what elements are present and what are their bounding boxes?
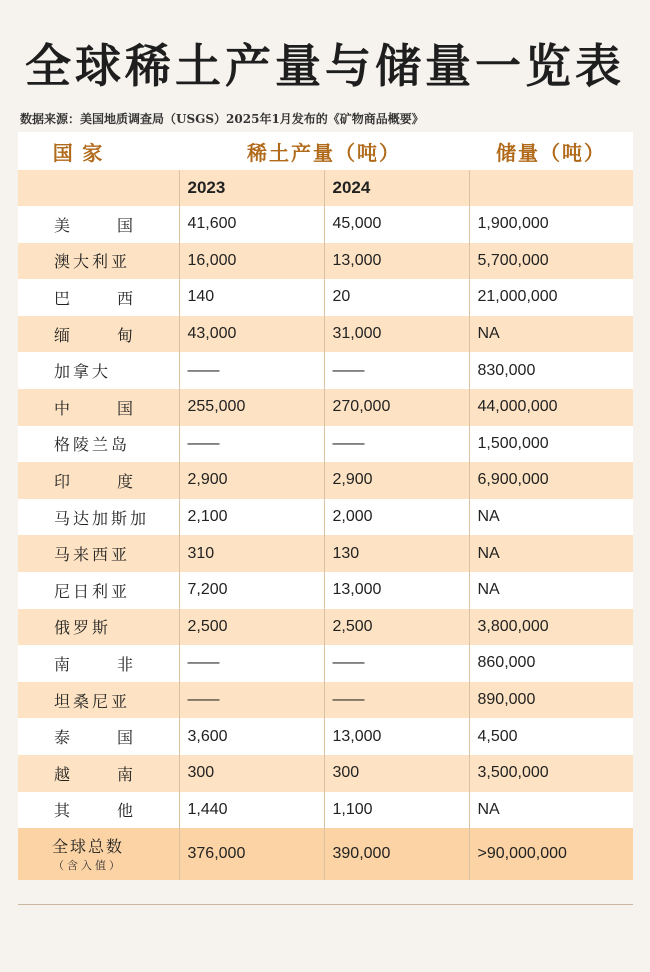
production-2024-cell: 1,100 (324, 792, 469, 829)
table-row (18, 792, 633, 829)
table-row (18, 645, 633, 682)
country-cell (18, 206, 179, 243)
table-row (18, 426, 633, 463)
country-cell (18, 279, 179, 316)
table-row (18, 279, 633, 316)
production-2023-cell: —— (179, 682, 324, 719)
country-name: 格陵兰岛 (54, 437, 131, 455)
country-cell (18, 792, 179, 829)
production-2024-cell: —— (324, 426, 469, 463)
country-name-part: 缅 (54, 327, 74, 345)
header-reserves: 储量（吨） (469, 132, 633, 170)
production-2023-cell: 2,900 (179, 462, 324, 499)
country-name-part: 南 (116, 766, 136, 784)
country-name: 澳大利亚 (54, 254, 131, 272)
header-country: 国 家 (18, 132, 179, 170)
country-name: 加拿大 (54, 364, 112, 382)
country-name-part: 南 (54, 656, 74, 674)
data-source-note: 数据来源：美国地质调查局（USGS）2025年1月发布的《矿物商品概要》 (20, 112, 424, 126)
production-2023-cell: 43,000 (179, 316, 324, 353)
reserves-cell: NA (469, 499, 633, 536)
reserves-cell: NA (469, 792, 633, 829)
production-2024-cell: 300 (324, 755, 469, 792)
country-name-part: 他 (116, 803, 136, 821)
production-2023-cell: —— (179, 645, 324, 682)
reserves-cell: 3,800,000 (469, 609, 633, 646)
production-2024-cell: 13,000 (324, 718, 469, 755)
reserves-cell: 21,000,000 (469, 279, 633, 316)
production-2023-cell: 41,600 (179, 206, 324, 243)
reserves-cell: 6,900,000 (469, 462, 633, 499)
country-cell (18, 243, 179, 280)
production-2023-cell: 140 (179, 279, 324, 316)
reserves-cell: 5,700,000 (469, 243, 633, 280)
country-cell (18, 462, 179, 499)
year-header-blank (18, 170, 179, 206)
reserves-cell: 1,900,000 (469, 206, 633, 243)
production-2024-cell: 45,000 (324, 206, 469, 243)
country-name-part: 国 (116, 730, 136, 748)
production-2024-cell: 130 (324, 535, 469, 572)
table-row (18, 243, 633, 280)
country-cell (18, 609, 179, 646)
table-row (18, 572, 633, 609)
table-row (18, 462, 633, 499)
reserves-cell: 860,000 (469, 645, 633, 682)
country-cell (18, 352, 179, 389)
header-production: 稀土产量（吨） (179, 132, 469, 170)
table-row (18, 682, 633, 719)
country-cell (18, 389, 179, 426)
country-name-part: 非 (116, 656, 136, 674)
production-2023-cell: 7,200 (179, 572, 324, 609)
production-2023-cell: 255,000 (179, 389, 324, 426)
reserves-cell: 830,000 (469, 352, 633, 389)
country-cell (18, 535, 179, 572)
rare-earth-table-container (18, 132, 633, 880)
country-name-part: 巴 (54, 290, 74, 308)
country-name-part: 国 (116, 400, 136, 418)
production-2023-cell: 1,440 (179, 792, 324, 829)
year-2024-header: 2024 (324, 170, 469, 206)
production-2023-cell: 2,500 (179, 609, 324, 646)
country-name-part: 国 (116, 217, 136, 235)
country-name-part: 甸 (116, 327, 136, 345)
total-label: 全球总数 (52, 839, 125, 857)
total-label-cell (18, 828, 179, 880)
total-production-2024: 390,000 (324, 828, 469, 880)
country-name-part: 越 (54, 766, 74, 784)
reserves-cell: 4,500 (469, 718, 633, 755)
year-header-row (18, 170, 633, 206)
production-2024-cell: —— (324, 682, 469, 719)
production-2023-cell: 2,100 (179, 499, 324, 536)
reserves-cell: 3,500,000 (469, 755, 633, 792)
country-cell (18, 316, 179, 353)
production-2024-cell: —— (324, 645, 469, 682)
reserves-cell: NA (469, 535, 633, 572)
country-cell (18, 426, 179, 463)
production-2024-cell: 2,900 (324, 462, 469, 499)
production-2024-cell: —— (324, 352, 469, 389)
table-row (18, 206, 633, 243)
production-2023-cell: 310 (179, 535, 324, 572)
reserves-cell: 890,000 (469, 682, 633, 719)
country-name: 俄罗斯 (54, 620, 112, 638)
table-row (18, 499, 633, 536)
country-cell (18, 718, 179, 755)
country-name: 尼日利亚 (54, 583, 131, 601)
country-name: 坦桑尼亚 (54, 693, 131, 711)
year-2023-header: 2023 (179, 170, 324, 206)
table-body (18, 206, 633, 880)
total-label-group (52, 834, 124, 873)
table-row (18, 609, 633, 646)
total-production-2023: 376,000 (179, 828, 324, 880)
production-2023-cell: —— (179, 352, 324, 389)
table-row (18, 389, 633, 426)
reserves-cell: 1,500,000 (469, 426, 633, 463)
country-name-part: 西 (116, 290, 136, 308)
country-cell (18, 645, 179, 682)
country-name-part: 美 (54, 217, 74, 235)
reserves-cell: NA (469, 316, 633, 353)
country-name-part: 印 (54, 473, 74, 491)
table-row (18, 352, 633, 389)
year-reserves-blank (469, 170, 633, 206)
table-header-row (18, 132, 633, 170)
production-2024-cell: 13,000 (324, 572, 469, 609)
reserves-cell: 44,000,000 (469, 389, 633, 426)
table-row (18, 535, 633, 572)
table-row (18, 755, 633, 792)
country-cell (18, 682, 179, 719)
reserves-cell: NA (469, 572, 633, 609)
country-name-part: 其 (54, 803, 74, 821)
total-reserves: >90,000,000 (469, 828, 633, 880)
page-title: 全球稀土产量与储量一览表 (25, 39, 625, 93)
total-note: （含入值） (53, 860, 123, 873)
production-2023-cell: 3,600 (179, 718, 324, 755)
country-cell (18, 572, 179, 609)
production-2024-cell: 20 (324, 279, 469, 316)
production-2024-cell: 2,000 (324, 499, 469, 536)
production-2024-cell: 31,000 (324, 316, 469, 353)
country-cell (18, 755, 179, 792)
country-name-part: 中 (54, 400, 74, 418)
production-2024-cell: 13,000 (324, 243, 469, 280)
country-name: 马达加斯加 (54, 510, 150, 528)
country-name-part: 泰 (54, 730, 74, 748)
production-2023-cell: —— (179, 426, 324, 463)
country-name-part: 度 (116, 473, 136, 491)
country-cell (18, 499, 179, 536)
total-row (18, 828, 633, 880)
production-2024-cell: 2,500 (324, 609, 469, 646)
production-2024-cell: 270,000 (324, 389, 469, 426)
table-row (18, 316, 633, 353)
country-name: 马来西亚 (54, 547, 131, 565)
bottom-divider (18, 904, 633, 905)
rare-earth-table (18, 132, 633, 880)
production-2023-cell: 16,000 (179, 243, 324, 280)
table-row (18, 718, 633, 755)
production-2023-cell: 300 (179, 755, 324, 792)
